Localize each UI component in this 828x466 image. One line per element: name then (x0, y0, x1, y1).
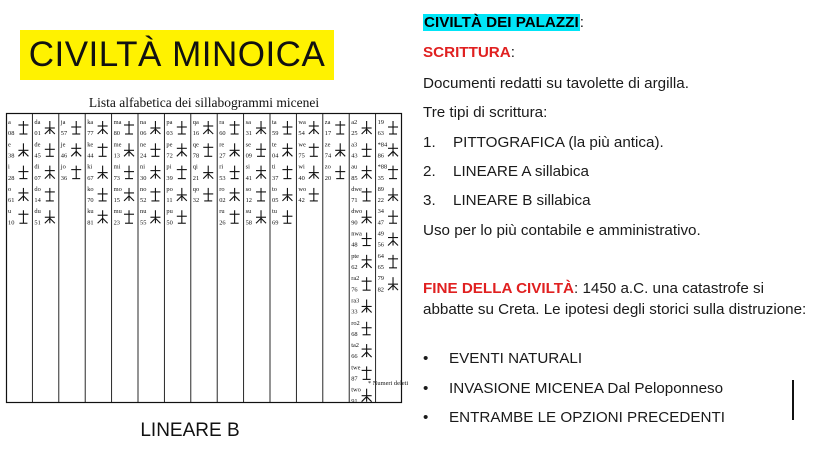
list-number: 1. (423, 134, 436, 151)
syllable-label: nu (140, 208, 147, 216)
syllabogram-glyph (282, 166, 292, 179)
syllabogram-glyph (282, 143, 292, 156)
syllable-label: mo (113, 185, 122, 193)
syllable-label: 72 (166, 152, 173, 160)
syllable-label: *84 (377, 141, 388, 149)
syllable-label: 74 (324, 152, 332, 160)
syllable-label: 86 (377, 152, 384, 160)
syllable-label: dwo (351, 208, 363, 216)
syllable-label: pe (166, 141, 173, 149)
syllable-label: ta (272, 119, 277, 126)
syllable-label: 31 (245, 130, 252, 138)
syllabogram-glyph (362, 255, 372, 268)
syllable-label: di (34, 163, 40, 171)
syllable-label: ne (140, 141, 147, 149)
syllable-label: su (245, 208, 252, 216)
syllabogram-glyph (98, 210, 108, 223)
syllable-label: si (245, 163, 250, 171)
syllable-label: 24 (140, 152, 147, 160)
syllable-label: 53 (219, 174, 226, 182)
syllable-label: 77 (87, 130, 94, 138)
lineare-b-label: LINEARE B (140, 420, 240, 441)
syllabogram-glyph (362, 389, 372, 402)
syllable-label: twe (351, 364, 361, 372)
heading-suffix: : (579, 14, 584, 31)
syllable-label: ka (87, 119, 94, 126)
syllabogram-glyph (45, 210, 55, 223)
syllable-label: 40 (298, 174, 305, 182)
syllable-label: i (8, 163, 10, 171)
syllabogram-glyph (150, 121, 160, 134)
syllabogram-glyph (45, 121, 55, 134)
syllabogram-glyph (177, 143, 187, 156)
syllable-label: 80 (113, 130, 120, 138)
syllabogram-glyph (177, 121, 187, 134)
syllable-label: 51 (34, 219, 41, 227)
syllable-label: du (34, 208, 41, 216)
syllable-label: 28 (8, 174, 15, 182)
syllable-label: re (219, 141, 225, 149)
end-text: : 1450 a.C. una catastrofe si abbatte su Creta. Le ipotesi degli storici sulla distruzione: (423, 280, 807, 318)
syllable-label: qi (192, 163, 198, 171)
bullet-item (423, 350, 582, 367)
table-footnote: * Numeri deleti (368, 380, 409, 387)
syllabogram-glyph (388, 233, 398, 246)
syllable-label: zo (324, 163, 331, 171)
syllable-label: 73 (113, 174, 120, 182)
syllabogram-glyph (335, 143, 345, 156)
list-text: LINEARE B sillabica (453, 192, 591, 209)
syllable-label: 10 (8, 219, 15, 227)
syllable-label: 42 (298, 197, 305, 205)
syllable-label: 49 (377, 230, 384, 238)
syllable-label: 67 (87, 174, 94, 182)
syllabogram-glyph (45, 166, 55, 179)
syllabogram-glyph (98, 143, 108, 156)
syllable-label: 35 (377, 174, 384, 182)
syllable-label: 30 (140, 174, 147, 182)
syllabogram-glyph (45, 188, 55, 201)
syllable-label: je (60, 141, 66, 149)
list-item (423, 134, 664, 151)
syllable-label: 21 (192, 174, 200, 182)
bullet-dot: • (423, 380, 429, 397)
bullet-dot: • (423, 409, 429, 426)
bullet-dot: • (423, 350, 429, 367)
syllable-label: au (351, 163, 358, 171)
bullet-item (423, 380, 723, 397)
syllable-label: 66 (351, 353, 358, 361)
syllable-label: 60 (219, 130, 226, 138)
syllable-label: 33 (351, 308, 358, 316)
syllabogram-glyph (256, 210, 266, 223)
syllabogram-glyph (18, 143, 28, 156)
syllabogram-glyph (362, 322, 372, 335)
syllable-label: pte (351, 252, 360, 260)
subheading-text: SCRITTURA (423, 44, 511, 61)
syllable-label: ta2 (351, 342, 360, 350)
syllable-label: 11 (166, 197, 173, 205)
syllabogram-glyph (150, 188, 160, 201)
syllable-label: 38 (8, 152, 15, 160)
syllable-label: 13 (113, 152, 120, 160)
syllable-label: 06 (140, 130, 147, 138)
syllabogram-glyph (45, 143, 55, 156)
syllable-label: ri (219, 163, 224, 171)
syllabogram-glyph (203, 188, 213, 201)
syllable-label: u (8, 208, 12, 216)
syllabogram-glyph (18, 121, 28, 134)
syllabogram-glyph (124, 188, 134, 201)
syllabogram-glyph (124, 210, 134, 223)
syllable-label: ra (219, 119, 225, 126)
syllabogram-glyph (388, 166, 398, 179)
syllabogram-glyph (230, 166, 240, 179)
syllable-label: tu (272, 208, 277, 216)
line-usage: Uso per lo più contabile e amministrativo. (423, 222, 701, 239)
syllabogram-glyph (177, 188, 187, 201)
syllable-label: 75 (298, 152, 305, 160)
syllable-label: 08 (8, 130, 15, 138)
syllabogram-glyph (230, 210, 240, 223)
syllable-label: 78 (192, 152, 200, 160)
syllabogram-glyph (362, 344, 372, 357)
syllable-label: 46 (60, 152, 68, 160)
syllable-label: two (351, 386, 361, 394)
syllabogram-glyph (362, 277, 372, 290)
syllable-label: so (245, 185, 252, 193)
syllable-label: *88 (377, 163, 388, 171)
syllabogram-glyph (150, 143, 160, 156)
syllabogram-glyph (98, 166, 108, 179)
syllable-label: 70 (87, 197, 94, 205)
syllable-label: 52 (140, 197, 147, 205)
syllabogram-glyph (150, 210, 160, 223)
syllabogram-glyph (388, 255, 398, 268)
subheading (423, 44, 515, 61)
syllable-label: 58 (245, 219, 252, 227)
syllabogram-glyph (230, 143, 240, 156)
syllabogram-glyph (309, 121, 319, 134)
syllabogram-glyph (177, 210, 187, 223)
syllable-label: do (34, 185, 41, 193)
syllable-label: ko (87, 185, 94, 193)
syllable-label: 05 (272, 197, 279, 205)
syllabogram-glyph (309, 143, 319, 156)
syllable-label: 89 (377, 185, 384, 193)
syllable-label: ke (87, 141, 94, 149)
syllable-label: 82 (377, 286, 384, 294)
syllable-label: ro (219, 185, 225, 193)
syllabogram-glyph (362, 366, 372, 379)
syllabogram-glyph (71, 121, 81, 134)
syllable-label: pi (166, 163, 172, 171)
syllabogram-glyph (362, 233, 372, 246)
syllabogram-glyph (124, 143, 134, 156)
syllable-label: 36 (60, 174, 68, 182)
syllable-label: a2 (351, 119, 358, 126)
syllable-label: 45 (34, 152, 41, 160)
syllable-label: ma (113, 119, 122, 126)
end-paragraph (423, 278, 818, 320)
syllabogram-glyph (256, 166, 266, 179)
syllable-label: 64 (377, 252, 384, 260)
syllable-label: 23 (113, 219, 120, 227)
syllabogram-glyph (203, 166, 213, 179)
syllable-label: me (113, 141, 122, 149)
bullet-text: ENTRAMBE LE OPZIONI PRECEDENTI (449, 409, 725, 426)
syllabogram-glyph (256, 121, 266, 134)
syllable-label: 37 (272, 174, 279, 182)
syllable-label: 43 (351, 152, 358, 160)
list-number: 3. (423, 192, 436, 209)
syllable-label: 09 (245, 152, 252, 160)
syllable-label: qa (192, 119, 199, 126)
syllable-label: sa (245, 119, 251, 126)
syllable-label: 32 (192, 197, 200, 205)
syllable-label: ze (324, 141, 331, 149)
syllable-label: ku (87, 208, 94, 216)
syllabogram-glyph (124, 121, 134, 134)
syllabogram-glyph (388, 277, 398, 290)
syllable-label: 85 (351, 174, 358, 182)
syllable-label: 63 (377, 130, 384, 138)
syllabogram-glyph (388, 143, 398, 156)
syllabogram-glyph (203, 143, 213, 156)
syllable-label: 65 (377, 264, 384, 271)
syllabogram-glyph (18, 188, 28, 201)
syllable-label: wa (298, 119, 306, 126)
syllable-label: 91 (351, 397, 358, 405)
syllable-label: 01 (34, 130, 41, 138)
syllable-label: 03 (166, 130, 173, 138)
syllabogram-glyph (71, 166, 81, 179)
syllabogram-glyph (230, 121, 240, 134)
syllable-label: 69 (272, 219, 279, 227)
syllable-label: 59 (272, 130, 279, 138)
syllable-label: 25 (351, 130, 358, 138)
syllable-label: ra3 (351, 297, 360, 305)
syllable-label: 17 (324, 130, 332, 138)
syllable-label: wo (298, 185, 307, 193)
syllabogram-glyph (388, 121, 398, 134)
list-text: PITTOGRAFICA (la più antica). (453, 134, 664, 151)
syllable-label: 87 (351, 375, 358, 383)
syllable-label: we (298, 141, 306, 149)
syllable-label: 04 (272, 152, 279, 160)
syllabogram-table (6, 113, 409, 405)
syllable-label: mu (113, 208, 122, 216)
syllable-label: 41 (245, 174, 252, 182)
syllable-label: no (140, 185, 147, 193)
syllable-label: ni (140, 163, 145, 171)
subheading-suffix: : (510, 44, 515, 61)
line-documents: Documenti redatti su tavolette di argilla. (423, 75, 689, 92)
syllabogram-glyph (309, 188, 319, 201)
heading-highlight: CIVILTÀ DEI PALAZZI (424, 14, 579, 31)
syllable-label: 68 (351, 330, 358, 338)
syllable-label: se (245, 141, 251, 149)
syllabogram-glyph (362, 299, 372, 312)
syllable-label: 55 (140, 219, 147, 227)
syllable-label: 79 (377, 275, 384, 283)
syllable-label: 54 (298, 130, 305, 138)
syllable-label: 14 (34, 197, 41, 205)
syllable-label: 50 (166, 219, 173, 227)
list-number: 2. (423, 163, 436, 180)
syllable-label: mi (113, 163, 121, 171)
syllable-label: 57 (60, 130, 68, 138)
syllable-label: ro2 (351, 319, 360, 327)
bullet-text: INVASIONE MICENEA Dal Peloponneso (449, 380, 724, 397)
syllabogram-glyph (335, 121, 345, 134)
syllable-label: a (8, 119, 11, 126)
syllabogram-glyph (98, 121, 108, 134)
syllable-label: 90 (351, 219, 358, 227)
slide-title: CIVILTÀ MINOICA (20, 30, 334, 80)
syllabogram-glyph (309, 166, 319, 179)
syllabogram-glyph (282, 121, 292, 134)
syllable-label: 34 (377, 208, 384, 216)
syllable-label: 19 (377, 119, 384, 126)
syllabogram-glyph (256, 188, 266, 201)
end-title: FINE DELLA CIVILTÀ (423, 280, 575, 297)
syllabogram-glyph (362, 166, 372, 179)
syllable-label: 27 (219, 152, 226, 160)
syllabogram-glyph (124, 166, 134, 179)
syllabogram-glyph (177, 166, 187, 179)
syllable-label: 07 (34, 174, 41, 182)
syllable-label: qe (192, 141, 199, 149)
syllabogram-glyph (18, 210, 28, 223)
syllable-label: 47 (377, 219, 384, 227)
syllable-label: da (34, 119, 41, 126)
syllable-label: 26 (219, 219, 226, 227)
syllable-label: e (8, 141, 11, 149)
syllable-label: 56 (377, 241, 384, 249)
syllabogram-glyph (335, 166, 345, 179)
syllable-label: pu (166, 208, 173, 216)
syllabogram-glyph (362, 188, 372, 201)
syllabogram-glyph (388, 210, 398, 223)
syllable-label: te (272, 141, 277, 149)
syllable-label: 44 (87, 152, 94, 160)
syllable-label: a3 (351, 141, 358, 149)
syllable-label: 22 (377, 197, 384, 205)
section-heading (423, 14, 584, 31)
syllable-label: ki (87, 163, 93, 171)
syllable-label: ti (272, 163, 276, 171)
syllable-label: ra2 (351, 275, 360, 283)
syllable-label: 02 (219, 197, 226, 205)
syllable-label: nwa (351, 230, 362, 238)
syllabogram-glyph (256, 143, 266, 156)
syllable-label: de (34, 141, 41, 149)
syllabogram-glyph (150, 166, 160, 179)
syllabogram-glyph (230, 188, 240, 201)
syllable-label: po (166, 185, 173, 193)
syllable-label: 71 (351, 197, 358, 205)
syllabogram-glyph (362, 210, 372, 223)
line-writing-types: Tre tipi di scrittura: (423, 104, 548, 121)
syllable-label: na (140, 119, 147, 126)
syllable-label: za (324, 119, 331, 126)
syllabogram-glyph (18, 166, 28, 179)
syllable-label: ru (219, 208, 225, 216)
syllable-label: jo (60, 163, 66, 171)
syllable-label: 20 (324, 174, 332, 182)
list-item (423, 163, 589, 180)
syllabogram-glyph (362, 143, 372, 156)
syllable-label: 48 (351, 241, 358, 249)
syllable-label: 12 (245, 197, 252, 205)
syllabogram-glyph (71, 143, 81, 156)
syllable-label: 76 (351, 286, 358, 294)
syllabogram-glyph (282, 188, 292, 201)
syllabogram-glyph (98, 188, 108, 201)
syllable-label: wi (298, 163, 305, 171)
list-text: LINEARE A sillabica (453, 163, 589, 180)
syllabogram-glyph (362, 121, 372, 134)
syllabogram-glyph (282, 210, 292, 223)
syllable-label: 61 (8, 197, 15, 205)
syllable-label: 39 (166, 174, 173, 182)
list-item (423, 192, 591, 209)
syllable-label: to (272, 185, 277, 193)
syllable-label: 62 (351, 264, 358, 271)
syllable-label: dwe (351, 185, 362, 193)
syllabogram-glyph (203, 121, 213, 134)
syllable-label: 16 (192, 130, 200, 138)
syllable-label: o (8, 185, 12, 193)
syllable-label: qo (192, 185, 200, 193)
table-caption: Lista alfabetica dei sillabogrammi micenei (88, 95, 320, 110)
syllable-label: 81 (87, 219, 94, 227)
syllable-label: pa (166, 119, 173, 126)
bullet-item (423, 409, 725, 426)
vertical-bar (792, 380, 794, 420)
syllable-label: ja (60, 119, 66, 126)
bullet-text: EVENTI NATURALI (449, 350, 583, 367)
syllabogram-glyph (388, 188, 398, 201)
syllable-label: 15 (113, 197, 120, 205)
